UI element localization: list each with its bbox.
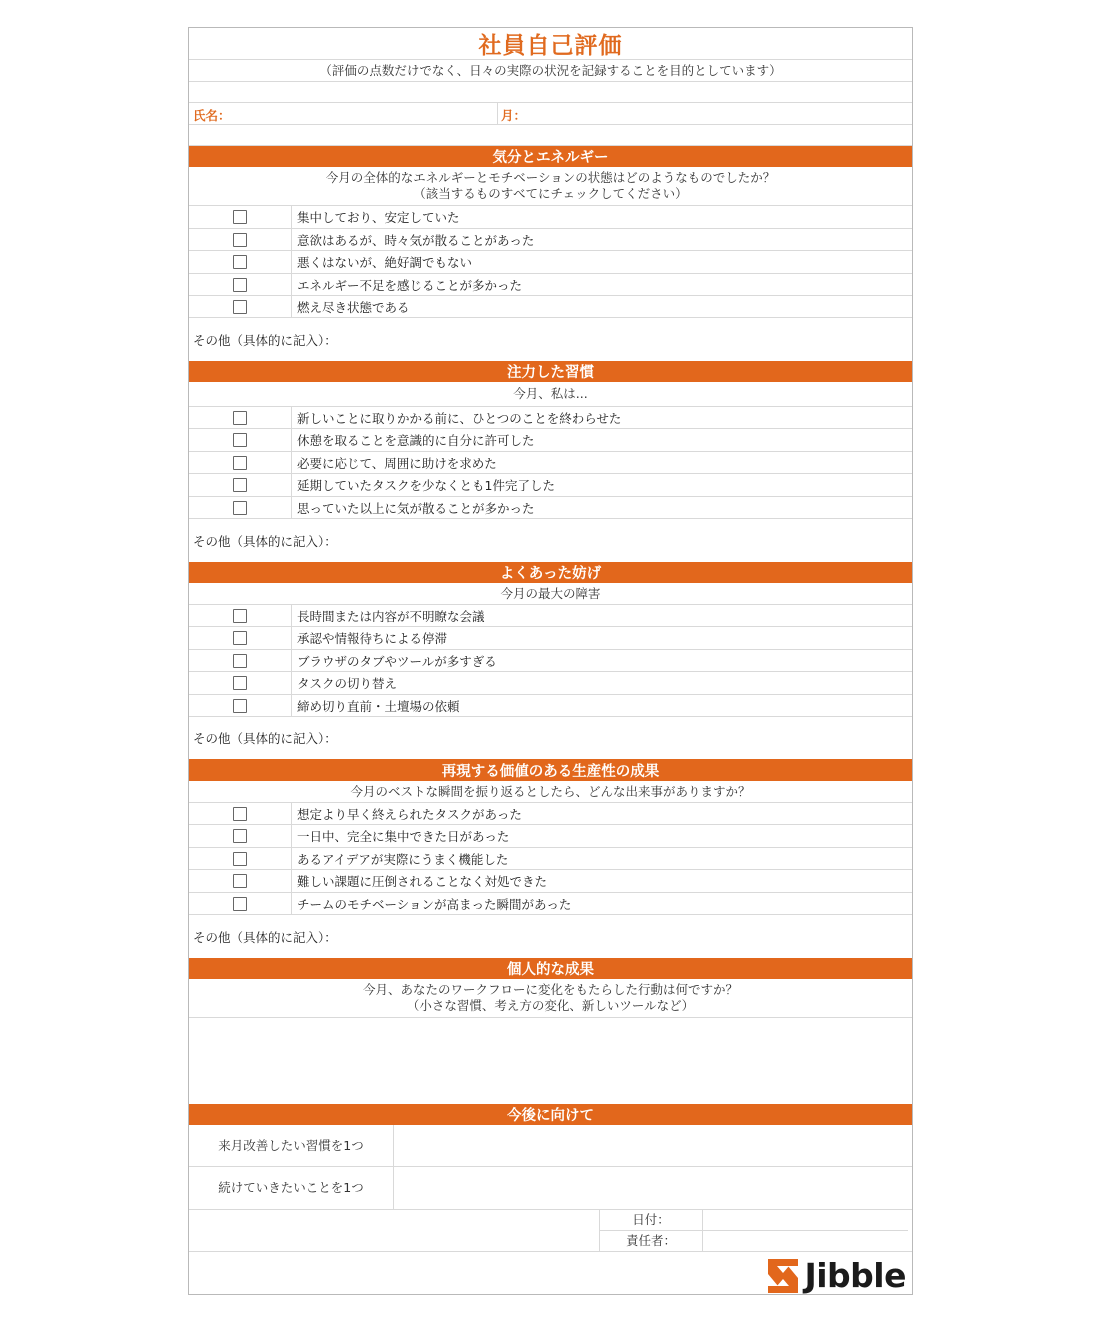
- checkbox[interactable]: [233, 699, 247, 713]
- spacer-row: [189, 125, 912, 146]
- checkbox[interactable]: [233, 807, 247, 821]
- checkbox[interactable]: [233, 255, 247, 269]
- item-label: 燃え尽き状態である: [297, 299, 410, 315]
- checkbox[interactable]: [233, 278, 247, 292]
- checklist-item[interactable]: [189, 296, 912, 318]
- checkbox-cell: [189, 848, 292, 869]
- checkbox[interactable]: [233, 233, 247, 247]
- self-evaluation-sheet: [188, 27, 913, 1295]
- item-label: 長時間または内容が不明瞭な会議: [297, 608, 485, 624]
- item-label: 必要に応じて、周囲に助けを求めた: [297, 455, 497, 471]
- checkbox-cell: [189, 650, 292, 671]
- spacer-row: [189, 82, 912, 103]
- checkbox-cell: [189, 605, 292, 626]
- habit-to-improve-field[interactable]: [395, 1125, 912, 1166]
- section-question: 今月の最大の障害: [189, 583, 912, 605]
- section-header-mood-energy: 気分とエネルギー: [189, 146, 912, 167]
- checkbox-cell: [189, 695, 292, 716]
- checkbox[interactable]: [233, 609, 247, 623]
- month-field[interactable]: [521, 103, 911, 124]
- checkbox-cell: [189, 274, 292, 295]
- question-note: （小さな習慣、考え方の変化、新しいツールなど）: [406, 998, 695, 1013]
- other-field[interactable]: [189, 915, 912, 958]
- checkbox-cell: [189, 893, 292, 914]
- checkbox[interactable]: [233, 478, 247, 492]
- personal-wins-answer-field[interactable]: [189, 1018, 912, 1104]
- section-header-productivity-wins: 再現する価値のある生産性の成果: [189, 759, 912, 781]
- checkbox[interactable]: [233, 874, 247, 888]
- checklist-item[interactable]: [189, 407, 912, 429]
- checkbox[interactable]: [233, 456, 247, 470]
- section-header-personal-wins: 個人的な成果: [189, 958, 912, 979]
- divider: [497, 103, 498, 124]
- checkbox-cell: [189, 474, 292, 496]
- habit-to-improve-label: 来月改善したい習慣を1つ: [189, 1125, 394, 1166]
- checkbox[interactable]: [233, 829, 247, 843]
- checkbox[interactable]: [233, 411, 247, 425]
- item-label: 締め切り直前・土壇場の依頼: [297, 698, 460, 714]
- name-label: 氏名：: [193, 108, 231, 123]
- section-question: [189, 167, 912, 206]
- item-label: タスクの切り替え: [297, 676, 398, 691]
- checkbox[interactable]: [233, 210, 247, 224]
- keep-doing-row: [189, 1167, 912, 1210]
- page-subtitle: （評価の点数だけでなく、日々の実際の状況を記録することを目的としています）: [189, 60, 912, 82]
- item-label: 休憩を取ることを意識的に自分に許可した: [297, 433, 535, 448]
- checkbox-cell: [189, 407, 292, 428]
- checkbox[interactable]: [233, 654, 247, 668]
- page-title: 社員自己評価: [189, 28, 912, 60]
- checklist-item[interactable]: [189, 695, 912, 717]
- checklist-item[interactable]: [189, 870, 912, 893]
- checkbox[interactable]: [233, 501, 247, 515]
- checklist-item[interactable]: [189, 429, 912, 452]
- checklist-item[interactable]: [189, 893, 912, 915]
- checklist-item[interactable]: [189, 474, 912, 497]
- item-label: 延期していたタスクを少なくとも1件完了した: [297, 478, 555, 493]
- owner-field[interactable]: [703, 1231, 912, 1251]
- checklist-item[interactable]: [189, 848, 912, 870]
- item-label: 意欲はあるが、時々気が散ることがあった: [297, 232, 535, 248]
- signoff-block: [189, 1210, 912, 1252]
- checklist-item[interactable]: [189, 605, 912, 627]
- question-note: （該当するものすべてにチェックしてください）: [413, 186, 688, 201]
- jibble-logo: [766, 1256, 906, 1295]
- other-field[interactable]: [189, 318, 912, 361]
- checklist-item[interactable]: [189, 825, 912, 848]
- checkbox-cell: [189, 206, 292, 228]
- keep-doing-field[interactable]: [395, 1167, 912, 1209]
- checklist-item[interactable]: [189, 229, 912, 251]
- checkbox-cell: [189, 497, 292, 518]
- checkbox-cell: [189, 672, 292, 694]
- checklist-item[interactable]: [189, 627, 912, 650]
- section-header-looking-ahead: 今後に向けて: [189, 1104, 912, 1125]
- footer-row: [189, 1252, 912, 1294]
- question-line: 今月の全体的なエネルギーとモチベーションの状態はどのようなものでしたか？: [325, 170, 776, 185]
- logo-text: Jibble: [804, 1256, 906, 1295]
- month-label: 月：: [501, 108, 527, 123]
- other-label: その他（具体的に記入）：: [193, 929, 337, 945]
- item-label: 思っていた以上に気が散ることが多かった: [297, 500, 535, 516]
- other-field[interactable]: [189, 717, 912, 759]
- checklist-item[interactable]: [189, 206, 912, 229]
- name-month-row: [189, 103, 912, 125]
- checkbox[interactable]: [233, 300, 247, 314]
- item-label: 一日中、完全に集中できた日があった: [297, 829, 510, 844]
- checkbox-cell: [189, 803, 292, 824]
- section-question: 今月、私は...: [189, 382, 912, 407]
- checkbox-cell: [189, 627, 292, 649]
- checkbox-cell: [189, 296, 292, 317]
- item-label: 承認や情報待ちによる停滞: [297, 631, 448, 646]
- checkbox-cell: [189, 825, 292, 847]
- checkbox-cell: [189, 870, 292, 892]
- item-label: エネルギー不足を感じることが多かった: [297, 277, 523, 293]
- date-field[interactable]: [703, 1210, 912, 1230]
- other-field[interactable]: [189, 519, 912, 562]
- date-label: 日付：: [632, 1212, 670, 1227]
- checklist-item[interactable]: [189, 803, 912, 825]
- item-label: あるアイデアが実際にうまく機能した: [297, 851, 509, 867]
- checklist-item[interactable]: [189, 251, 912, 274]
- checkbox-cell: [189, 251, 292, 273]
- item-label: ブラウザのタブやツールが多すぎる: [297, 653, 497, 669]
- hourglass-icon: [766, 1257, 800, 1295]
- item-label: 想定より早く終えられたタスクがあった: [297, 806, 522, 822]
- item-label: チームのモチベーションが高まった瞬間があった: [297, 896, 572, 912]
- section-question: 今月のベストな瞬間を振り返るとしたら、どんな出来事がありますか？: [189, 781, 912, 803]
- item-label: 悪くはないが、絶好調でもない: [297, 255, 473, 270]
- checkbox[interactable]: [233, 433, 247, 447]
- other-label: その他（具体的に記入）：: [193, 533, 337, 549]
- checkbox-cell: [189, 229, 292, 250]
- checkbox-cell: [189, 452, 292, 473]
- checklist-item[interactable]: [189, 452, 912, 474]
- section-question: [189, 979, 912, 1018]
- section-header-common-distractions: よくあった妨げ: [189, 562, 912, 583]
- owner-label: 責任者：: [625, 1233, 676, 1248]
- name-field[interactable]: [229, 103, 497, 124]
- checkbox[interactable]: [233, 631, 247, 645]
- checkbox[interactable]: [233, 676, 247, 690]
- habit-to-improve-row: [189, 1125, 912, 1167]
- other-label: その他（具体的に記入）：: [193, 332, 337, 348]
- item-label: 集中しており、安定していた: [297, 210, 460, 225]
- other-label: その他（具体的に記入）：: [193, 731, 337, 746]
- keep-doing-label: 続けていきたいことを1つ: [189, 1167, 394, 1209]
- item-label: 新しいことに取りかかる前に、ひとつのことを終わらせた: [297, 410, 622, 426]
- checklist-item[interactable]: [189, 672, 912, 695]
- checkbox[interactable]: [233, 897, 247, 911]
- item-label: 難しい課題に圧倒されることなく対処できた: [297, 874, 548, 889]
- question-line: 今月、あなたのワークフローに変化をもたらした行動は何ですか？: [362, 982, 738, 997]
- section-header-focus-habits: 注力した習慣: [189, 361, 912, 382]
- checklist-item[interactable]: [189, 497, 912, 519]
- checkbox[interactable]: [233, 852, 247, 866]
- checkbox-cell: [189, 429, 292, 451]
- checklist-item[interactable]: [189, 274, 912, 296]
- checklist-item[interactable]: [189, 650, 912, 672]
